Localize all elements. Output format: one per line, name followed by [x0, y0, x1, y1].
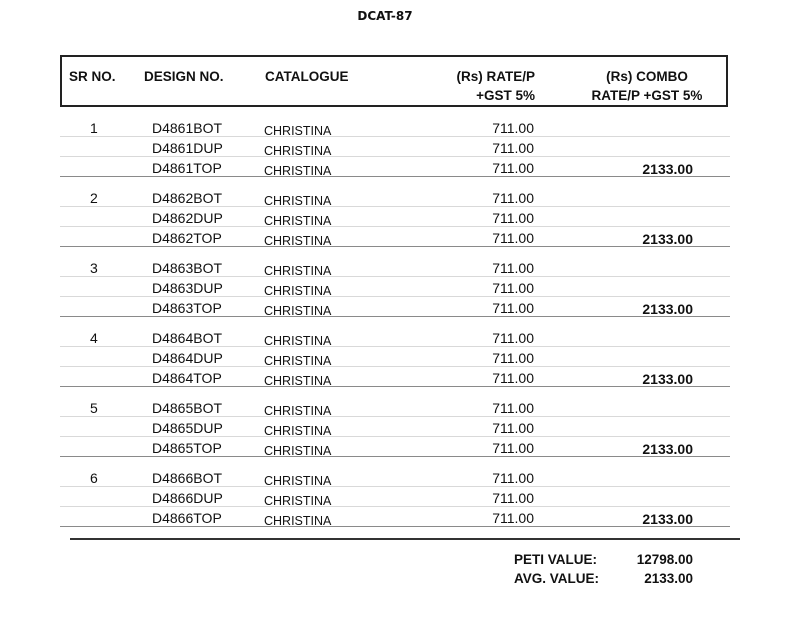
catalogue-cell: CHRISTINA	[264, 144, 332, 158]
table-row	[60, 257, 730, 277]
catalogue-cell: CHRISTINA	[264, 374, 332, 388]
table-row	[60, 507, 730, 527]
rate-cell: 711.00	[492, 160, 534, 176]
catalogue-cell: CHRISTINA	[264, 214, 332, 228]
row-group	[60, 257, 730, 317]
header-rate-line2: +GST 5%	[476, 88, 535, 103]
design-no-cell: D4862BOT	[152, 190, 223, 206]
row-group	[60, 467, 730, 527]
header-sr-no: SR NO.	[69, 69, 116, 84]
catalogue-cell: CHRISTINA	[264, 444, 332, 458]
table-row	[60, 157, 730, 177]
combo-rate-cell: 2133.00	[642, 511, 693, 527]
combo-rate-cell: 2133.00	[642, 371, 693, 387]
table-row	[60, 367, 730, 387]
table-body	[60, 117, 730, 527]
rate-cell: 711.00	[492, 510, 534, 526]
catalogue-cell: CHRISTINA	[264, 424, 332, 438]
rate-cell: 711.00	[492, 210, 534, 226]
summary-divider	[70, 538, 740, 540]
table-row	[60, 207, 730, 227]
row-group	[60, 117, 730, 177]
catalogue-cell: CHRISTINA	[264, 124, 332, 138]
table-row	[60, 437, 730, 457]
rate-cell: 711.00	[492, 400, 534, 416]
design-no-cell: D4862TOP	[152, 230, 222, 246]
sr-no-cell: 3	[90, 260, 98, 276]
design-no-cell: D4861BOT	[152, 120, 223, 136]
catalogue-cell: CHRISTINA	[264, 264, 332, 278]
design-no-cell: D4865DUP	[152, 420, 223, 436]
design-no-cell: D4863DUP	[152, 280, 223, 296]
design-no-cell: D4864BOT	[152, 330, 223, 346]
catalogue-cell: CHRISTINA	[264, 354, 332, 368]
table-row	[60, 417, 730, 437]
design-no-cell: D4861TOP	[152, 160, 222, 176]
row-group	[60, 187, 730, 247]
header-catalogue: CATALOGUE	[265, 69, 349, 84]
avg-value: 2133.00	[644, 571, 693, 586]
header-rate	[422, 67, 535, 105]
catalogue-cell: CHRISTINA	[264, 404, 332, 418]
rate-cell: 711.00	[492, 470, 534, 486]
design-no-cell: D4866TOP	[152, 510, 222, 526]
peti-value-label: PETI VALUE:	[514, 552, 598, 567]
sr-no-cell: 4	[90, 330, 98, 346]
rate-cell: 711.00	[492, 260, 534, 276]
sr-no-cell: 6	[90, 470, 98, 486]
design-no-cell: D4864TOP	[152, 370, 222, 386]
header-combo-line2: RATE/P +GST 5%	[591, 88, 703, 103]
rate-cell: 711.00	[492, 350, 534, 366]
table-row	[60, 487, 730, 507]
sr-no-cell: 2	[90, 190, 98, 206]
rate-cell: 711.00	[492, 300, 534, 316]
table-row	[60, 117, 730, 137]
header-design-no: DESIGN NO.	[144, 69, 224, 84]
group-spacer	[60, 457, 730, 467]
group-spacer	[60, 317, 730, 327]
catalogue-cell: CHRISTINA	[264, 194, 332, 208]
design-no-cell: D4866DUP	[152, 490, 223, 506]
table-row	[60, 187, 730, 207]
avg-value-label: AVG. VALUE:	[514, 571, 600, 586]
design-no-cell: D4864DUP	[152, 350, 223, 366]
header-combo-rate	[582, 67, 712, 105]
catalogue-cell: CHRISTINA	[264, 284, 332, 298]
catalogue-cell: CHRISTINA	[264, 334, 332, 348]
rate-cell: 711.00	[492, 370, 534, 386]
document-title: DCAT-87	[357, 9, 413, 23]
combo-rate-cell: 2133.00	[642, 301, 693, 317]
design-no-cell: D4865TOP	[152, 440, 222, 456]
combo-rate-cell: 2133.00	[642, 161, 693, 177]
design-no-cell: D4866BOT	[152, 470, 223, 486]
group-spacer	[60, 177, 730, 187]
rate-cell: 711.00	[492, 330, 534, 346]
sr-no-cell: 5	[90, 400, 98, 416]
table-row	[60, 347, 730, 367]
design-no-cell: D4865BOT	[152, 400, 223, 416]
peti-value: 12798.00	[636, 552, 693, 567]
rate-cell: 711.00	[492, 140, 534, 156]
table-row	[60, 467, 730, 487]
design-no-cell: D4863BOT	[152, 260, 223, 276]
table-header	[60, 55, 728, 107]
row-group	[60, 327, 730, 387]
rate-cell: 711.00	[492, 230, 534, 246]
rate-cell: 711.00	[492, 420, 534, 436]
group-spacer	[60, 247, 730, 257]
sr-no-cell: 1	[90, 120, 98, 136]
catalogue-cell: CHRISTINA	[264, 494, 332, 508]
rate-cell: 711.00	[492, 440, 534, 456]
catalogue-cell: CHRISTINA	[264, 234, 332, 248]
combo-rate-cell: 2133.00	[642, 231, 693, 247]
group-spacer	[60, 387, 730, 397]
catalogue-cell: CHRISTINA	[264, 514, 332, 528]
catalogue-cell: CHRISTINA	[264, 164, 332, 178]
table-row	[60, 227, 730, 247]
header-rate-line1: (Rs) RATE/P	[456, 69, 535, 84]
rate-cell: 711.00	[492, 280, 534, 296]
design-no-cell: D4861DUP	[152, 140, 223, 156]
row-group	[60, 397, 730, 457]
rate-cell: 711.00	[492, 120, 534, 136]
table-row	[60, 137, 730, 157]
catalogue-cell: CHRISTINA	[264, 474, 332, 488]
design-no-cell: D4863TOP	[152, 300, 222, 316]
table-row	[60, 277, 730, 297]
rate-cell: 711.00	[492, 490, 534, 506]
table-row	[60, 397, 730, 417]
table-row	[60, 327, 730, 347]
design-no-cell: D4862DUP	[152, 210, 223, 226]
header-combo-line1: (Rs) COMBO	[606, 69, 688, 84]
combo-rate-cell: 2133.00	[642, 441, 693, 457]
table-row	[60, 297, 730, 317]
catalogue-cell: CHRISTINA	[264, 304, 332, 318]
rate-cell: 711.00	[492, 190, 534, 206]
